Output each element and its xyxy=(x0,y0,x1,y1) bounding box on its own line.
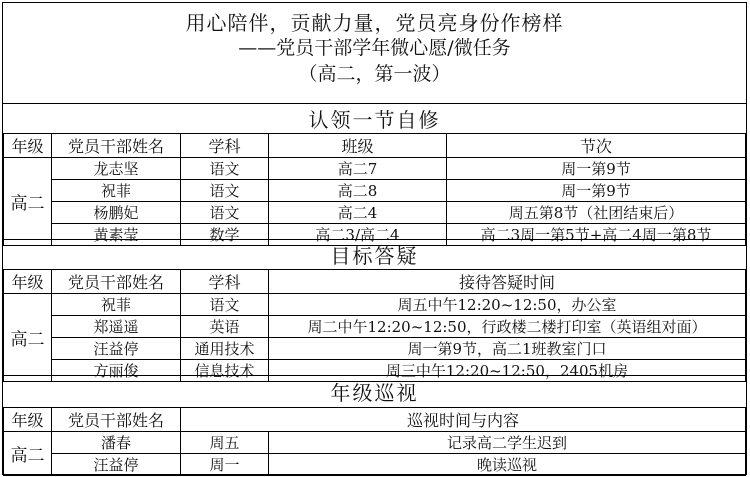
table-cell: 通用技术 xyxy=(181,338,269,360)
header-subject: 学科 xyxy=(181,270,269,294)
table-cell: 高二3周一第5节+高二4周一第8节 xyxy=(447,224,746,246)
table-self-study xyxy=(3,103,746,246)
wave-label: （高二，第一波） xyxy=(298,63,451,85)
table-cell: 周五中午12:20~12:50，办公室 xyxy=(269,294,746,316)
section-heading-self-study: 认领一节自修 xyxy=(4,104,746,134)
table-cell: 龙志坚 xyxy=(52,158,181,180)
table-cell: 语文 xyxy=(181,294,269,316)
table-cell: 周三中午12:20~12:50，2405机房 xyxy=(269,360,746,382)
table-cell: 周一第9节 xyxy=(447,180,746,202)
header-name: 党员干部姓名 xyxy=(52,134,181,158)
table-patrol xyxy=(3,375,746,476)
main-title: 用心陪伴，贡献力量，党员亮身份作榜样 xyxy=(185,11,564,35)
table-cell: 周一第9节 xyxy=(447,158,746,180)
table-cell: 语文 xyxy=(181,158,269,180)
header-period: 节次 xyxy=(447,134,746,158)
table-cell: 潘春 xyxy=(52,432,181,454)
table-cell: 周二中午12:20~12:50，行政楼二楼打印室（英语组对面） xyxy=(269,316,746,338)
table-cell: 语文 xyxy=(181,202,269,224)
table-cell: 信息技术 xyxy=(181,360,269,382)
table-cell: 祝菲 xyxy=(52,294,181,316)
table-qa xyxy=(3,239,746,382)
header-class: 班级 xyxy=(269,134,447,158)
section-heading-patrol: 年级巡视 xyxy=(4,376,746,408)
table-cell: 高二8 xyxy=(269,180,447,202)
header-grade: 年级 xyxy=(4,270,52,294)
table-cell: 高二4 xyxy=(269,202,447,224)
header-patrol-content: 巡视时间与内容 xyxy=(181,408,746,432)
table-cell: 周一第9节，高二1班教室门口 xyxy=(269,338,746,360)
grade-cell: 高二 xyxy=(4,294,52,382)
table-cell: 周五 xyxy=(181,432,269,454)
table-cell: 黄素莹 xyxy=(52,224,181,246)
table-cell: 方丽俊 xyxy=(52,360,181,382)
table-cell: 周一 xyxy=(181,454,269,476)
table-cell: 汪益停 xyxy=(52,454,181,476)
header-subject: 学科 xyxy=(181,134,269,158)
table-cell: 英语 xyxy=(181,316,269,338)
table-cell: 高二7 xyxy=(269,158,447,180)
table-cell: 杨鹏妃 xyxy=(52,202,181,224)
table-cell: 郑遥遥 xyxy=(52,316,181,338)
table-cell: 祝菲 xyxy=(52,180,181,202)
task-sheet xyxy=(2,2,747,475)
table-cell: 语文 xyxy=(181,180,269,202)
header-name: 党员干部姓名 xyxy=(52,270,181,294)
header-qa-time: 接待答疑时间 xyxy=(269,270,746,294)
table-cell: 记录高二学生迟到 xyxy=(269,432,746,454)
table-cell: 数学 xyxy=(181,224,269,246)
header-grade: 年级 xyxy=(4,134,52,158)
table-cell: 周五第8节（社团结束后） xyxy=(447,202,746,224)
table-cell: 高二3/高二4 xyxy=(269,224,447,246)
header-name: 党员干部姓名 xyxy=(52,408,181,432)
grade-cell: 高二 xyxy=(4,432,52,476)
header-grade: 年级 xyxy=(4,408,52,432)
sub-title: ——党员干部学年微心愿/微任务 xyxy=(238,37,511,59)
grade-cell: 高二 xyxy=(4,158,52,246)
table-cell: 晚读巡视 xyxy=(269,454,746,476)
title-block xyxy=(3,3,746,104)
table-cell: 汪益停 xyxy=(52,338,181,360)
section-heading-qa: 目标答疑 xyxy=(4,240,746,270)
